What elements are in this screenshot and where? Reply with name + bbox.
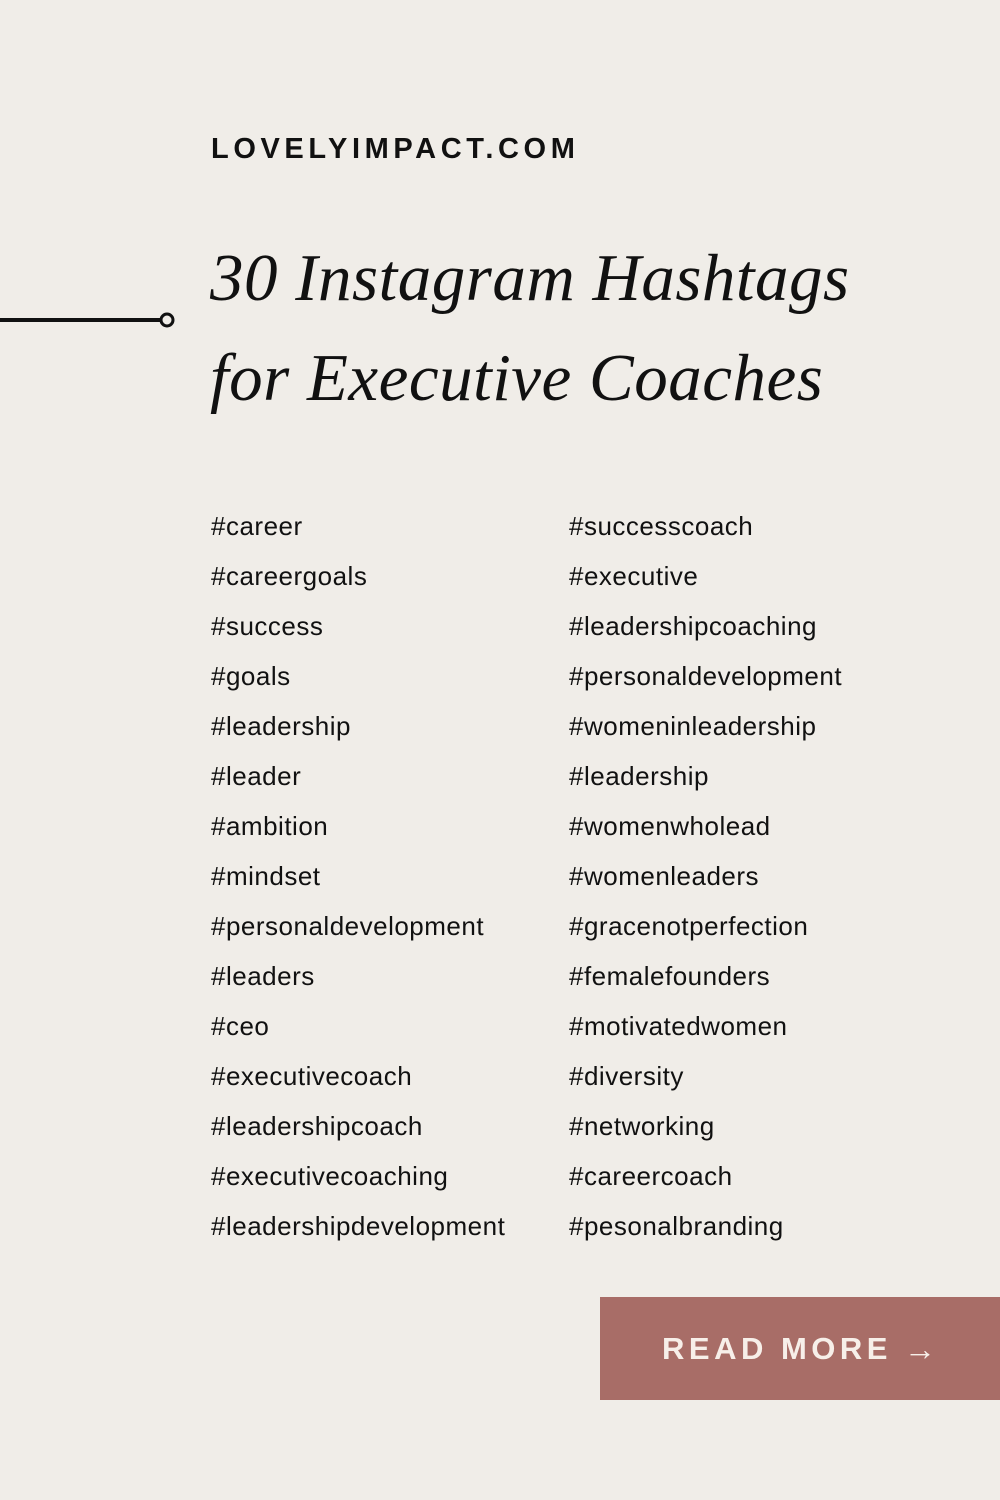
hashtag-item: #leader — [211, 761, 302, 791]
hashtag-item: #careercoach — [569, 1161, 733, 1191]
hashtag-item: #pesonalbranding — [569, 1211, 784, 1241]
hashtag-item: #leaders — [211, 961, 315, 991]
hashtag-item: #networking — [569, 1111, 715, 1141]
hashtag-item: #ceo — [211, 1011, 270, 1041]
hashtag-item: #personaldevelopment — [569, 661, 843, 691]
hashtag-item: #diversity — [569, 1061, 684, 1091]
hashtag-list-right — [569, 501, 842, 1251]
hashtag-item: #success — [211, 611, 324, 641]
hashtag-item: #motivatedwomen — [569, 1011, 788, 1041]
hashtag-item: #executivecoaching — [211, 1161, 449, 1191]
hashtag-item: #careergoals — [211, 561, 368, 591]
hashtag-item: #womenleaders — [569, 861, 760, 891]
hashtag-item: #leadershipcoach — [211, 1111, 423, 1141]
hashtag-item: #successcoach — [569, 511, 754, 541]
hashtag-item: #career — [211, 511, 303, 541]
hashtag-item: #gracenotperfection — [569, 911, 809, 941]
hashtag-item: #leadership — [569, 761, 709, 791]
hashtag-item: #leadership — [211, 711, 351, 741]
hashtag-item: #leadershipdevelopment — [211, 1211, 506, 1241]
title-line-2: for Executive Coaches — [210, 341, 824, 415]
hashtag-item: #personaldevelopment — [211, 911, 485, 941]
brand-name: LOVELYIMPACT.COM — [211, 133, 580, 165]
hashtag-item: #womenwholead — [569, 811, 771, 841]
arrow-right-icon: → — [903, 1330, 936, 1367]
hashtag-item: #leadershipcoaching — [569, 611, 818, 641]
hashtag-item: #goals — [211, 661, 291, 691]
read-more-label: READ MORE — [662, 1330, 892, 1366]
connector-line-icon — [0, 309, 180, 331]
hashtag-item: #executivecoach — [211, 1061, 413, 1091]
title-line-1: 30 Instagram Hashtags — [210, 241, 850, 315]
hashtag-item: #femalefounders — [569, 961, 771, 991]
hashtag-list-left — [211, 501, 505, 1251]
hashtag-item: #executive — [569, 561, 699, 591]
read-more-button[interactable] — [600, 1297, 1000, 1400]
hashtag-item: #ambition — [211, 811, 329, 841]
hashtag-item: #womeninleadership — [569, 711, 817, 741]
page-title — [210, 228, 850, 428]
hashtag-item: #mindset — [211, 861, 321, 891]
